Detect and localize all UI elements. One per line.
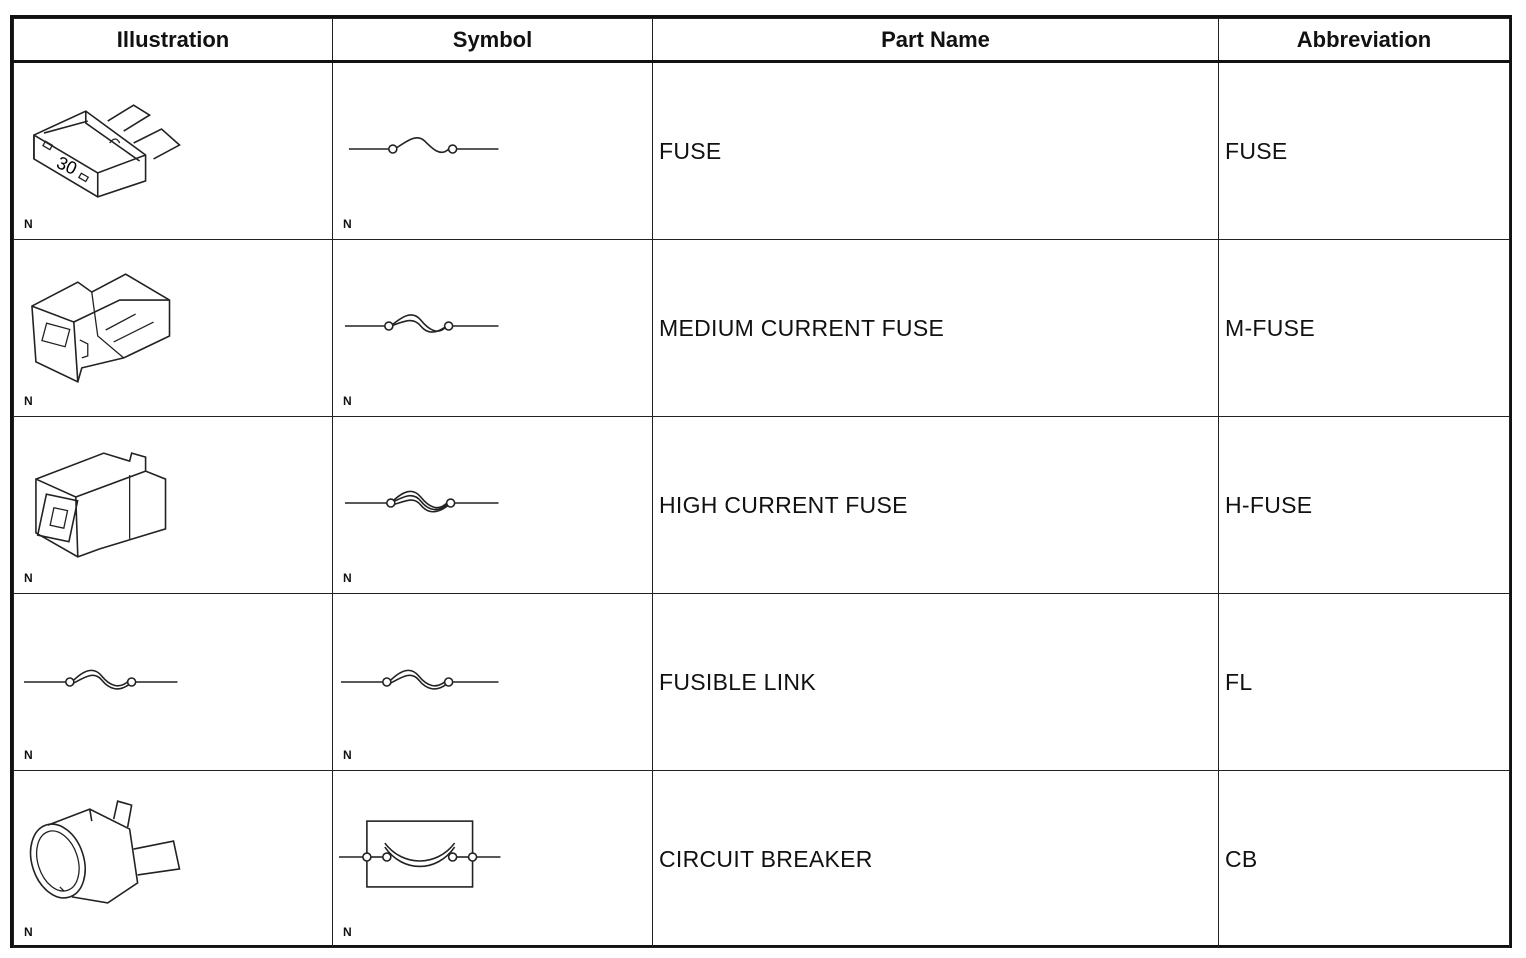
abbreviation-cell: CB <box>1219 771 1510 948</box>
table-row <box>14 594 1510 771</box>
circuit-breaker-symbol-icon <box>333 771 652 947</box>
table-row <box>14 417 1510 594</box>
figure-mark: N <box>343 571 352 585</box>
high-fuse-symbol-icon <box>333 417 652 593</box>
illustration-cell <box>14 417 333 594</box>
fuse-rating-label: 30 <box>53 152 81 179</box>
fuse-symbol-icon <box>333 63 652 239</box>
figure-mark: N <box>343 217 352 231</box>
illustration-cell <box>14 771 333 948</box>
symbol-cell <box>333 240 653 417</box>
abbreviation-cell: FL <box>1219 594 1510 771</box>
header-abbreviation: Abbreviation <box>1219 19 1510 62</box>
figure-mark: N <box>24 925 33 939</box>
header-part-name: Part Name <box>653 19 1219 62</box>
part-name-cell: MEDIUM CURRENT FUSE <box>653 240 1219 417</box>
table-row <box>14 771 1510 948</box>
abbreviation-cell: M-FUSE <box>1219 240 1510 417</box>
fusible-link-symbol-icon <box>333 594 652 770</box>
illustration-cell <box>14 240 333 417</box>
parts-table <box>13 18 1510 948</box>
figure-mark: N <box>24 394 33 408</box>
fusible-link-icon <box>14 594 332 770</box>
figure-mark: N <box>24 571 33 585</box>
medium-current-fuse-icon <box>14 240 332 416</box>
symbol-cell <box>333 417 653 594</box>
symbol-cell <box>333 62 653 240</box>
abbreviation-cell: FUSE <box>1219 62 1510 240</box>
abbreviation-cell: H-FUSE <box>1219 417 1510 594</box>
figure-mark: N <box>343 925 352 939</box>
table-row <box>14 240 1510 417</box>
part-name-cell: HIGH CURRENT FUSE <box>653 417 1219 594</box>
blade-fuse-icon <box>14 63 332 239</box>
figure-mark: N <box>24 217 33 231</box>
figure-mark: N <box>343 748 352 762</box>
medium-fuse-symbol-icon <box>333 240 652 416</box>
high-current-fuse-icon <box>14 417 332 593</box>
table-row <box>14 62 1510 240</box>
header-symbol: Symbol <box>333 19 653 62</box>
part-name-cell: FUSE <box>653 62 1219 240</box>
parts-table-frame <box>10 15 1512 948</box>
part-name-cell: CIRCUIT BREAKER <box>653 771 1219 948</box>
figure-mark: N <box>24 748 33 762</box>
table-header-row <box>14 19 1510 62</box>
circuit-breaker-icon <box>14 771 332 947</box>
part-name-cell: FUSIBLE LINK <box>653 594 1219 771</box>
header-illustration: Illustration <box>14 19 333 62</box>
figure-mark: N <box>343 394 352 408</box>
symbol-cell <box>333 594 653 771</box>
illustration-cell <box>14 594 333 771</box>
illustration-cell <box>14 62 333 240</box>
symbol-cell <box>333 771 653 948</box>
